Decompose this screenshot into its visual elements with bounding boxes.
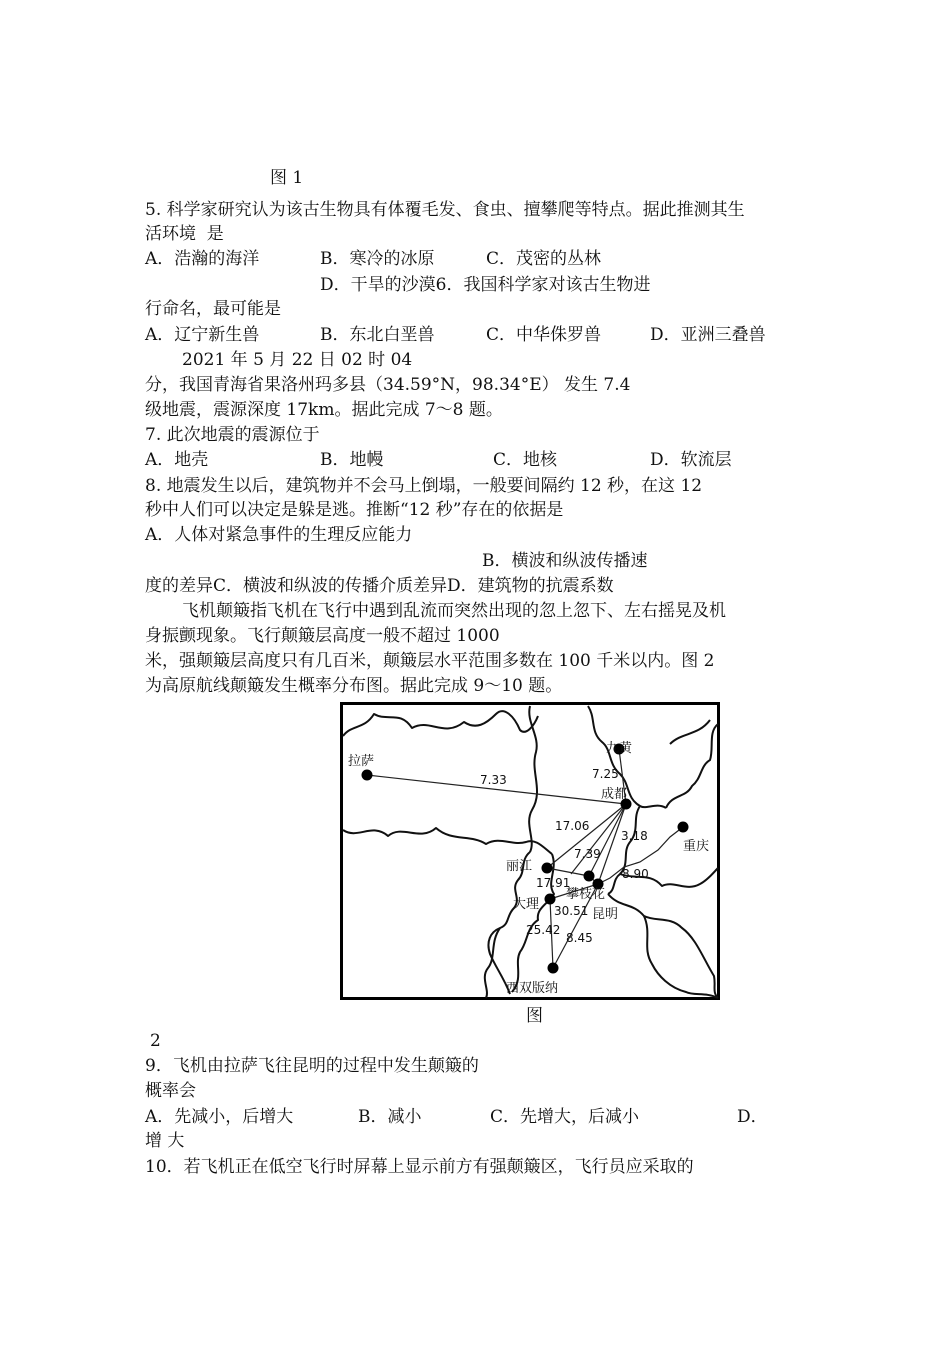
route-value-chengdu-lijiang: 17.06 (555, 819, 590, 833)
q9-stem-line1: 9．飞机由拉萨飞往昆明的过程中发生颠簸的 (145, 1056, 479, 1076)
city-label-lasa: 拉萨 (348, 754, 375, 769)
city-label-jiuhuang: 九黄 (606, 741, 633, 756)
q10-stem-line1: 10．若飞机正在低空飞行时屏幕上显示前方有强颠簸区，飞行员应采取的 (145, 1157, 694, 1177)
city-label-dali: 大理 (513, 897, 540, 912)
paragraph-line4: 为高原航线颠簸发生概率分布图。据此完成 9～10 题。 (145, 676, 563, 696)
q6-option-c: C．中华侏罗兽 (486, 325, 602, 345)
city-label-panzhihua: 攀枝花 (566, 887, 606, 902)
q5-option-a: A．浩瀚的海洋 (145, 249, 260, 269)
city-dot-xishuangbanna (548, 963, 559, 974)
city-label-kunming: 昆明 (592, 907, 619, 922)
q6-option-a: A．辽宁新生兽 (145, 325, 260, 345)
city-label-chongqing: 重庆 (683, 839, 710, 854)
q5-option-c: C．茂密的丛林 (486, 249, 602, 269)
route-value-kunming-xishuangbanna: 8.45 (566, 931, 593, 945)
q7-option-c: C．地核 (493, 450, 558, 470)
city-dot-chongqing (678, 822, 689, 833)
q8-stem-line2: 秒中人们可以决定是躲是逃。推断“12 秒”存在的依据是 (145, 500, 564, 520)
turbulence-route-map (340, 702, 720, 1000)
route-value-dali-xishuangbanna: 25.42 (526, 923, 561, 937)
q8-option-b: B．横波和纵波传播速 (482, 551, 648, 571)
q7-option-a: A．地壳 (145, 450, 209, 470)
q9-option-c: C．先增大，后减小 (490, 1107, 640, 1127)
city-dot-lasa (362, 770, 373, 781)
quake-line1: 2021 年 5 月 22 日 02 时 04 (182, 350, 413, 370)
q6-option-b: B．东北白垩兽 (320, 325, 435, 345)
fig2-caption: 图 (526, 1006, 543, 1026)
route-value-chengdu-kunming: 7.39 (574, 847, 601, 861)
paragraph-line1: 飞机颠簸指飞机在飞行中遇到乱流而突然出现的忽上忽下、左右摇晃及机 (182, 601, 726, 621)
q7-option-b: B．地幔 (320, 450, 384, 470)
route-value-jiuhuang-chengdu: 7.25 (592, 767, 619, 781)
q5-option-b: B．寒冷的冰原 (320, 249, 435, 269)
q8-option-a: A．人体对紧急事件的生理反应能力 (145, 525, 413, 545)
route-value-lasa-chengdu: 7.33 (480, 773, 507, 787)
city-label-chengdu: 成都 (601, 787, 628, 802)
route-value-chengdu-panzhihua: 3.18 (621, 829, 648, 843)
q9-option-a: A．先减小，后增大 (145, 1107, 294, 1127)
paragraph-line3: 米，强颠簸层高度只有几百米，颠簸层水平范围多数在 100 千米以内。图 2 (145, 651, 715, 671)
q7-stem: 7. 此次地震的震源位于 (145, 425, 320, 445)
city-dot-panzhihua (584, 871, 595, 882)
city-dot-lijiang (542, 863, 553, 874)
q9-option-b: B．减小 (358, 1107, 422, 1127)
fig1-caption: 图 1 (270, 168, 304, 188)
city-dot-dali (545, 894, 556, 905)
q5-stem-line2: 活环境 是 (145, 224, 224, 244)
q9-option-d-text: 增 大 (145, 1131, 185, 1151)
quake-line3: 级地震，震源深度 17km。据此完成 7～8 题。 (145, 400, 503, 420)
fig2-caption-number: 2 (150, 1031, 161, 1051)
route-value-chongqing-kunming: 8.90 (622, 867, 649, 881)
q5-stem-line1: 5. 科学家研究认为该古生物具有体覆毛发、食虫、擅攀爬等特点。据此推测其生 (145, 200, 745, 220)
q5-option-d-and-q6: D．干旱的沙漠6．我国科学家对该古生物进 (320, 275, 651, 295)
q7-option-d: D．软流层 (650, 450, 732, 470)
city-label-xishuangbanna: 西双版纳 (506, 981, 559, 996)
quake-line2: 分，我国青海省果洛州玛多县（34.59°N，98.34°E） 发生 7.4 (145, 375, 631, 395)
city-label-lijiang: 丽江 (506, 859, 533, 874)
q8-stem-line1: 8. 地震发生以后，建筑物并不会马上倒塌，一般要间隔约 12 秒，在这 12 (145, 476, 703, 496)
q9-stem-line2: 概率会 (145, 1081, 196, 1101)
q6-option-d: D．亚洲三叠兽 (650, 325, 766, 345)
q6-stem: 行命名，最可能是 (145, 299, 281, 319)
route-value-dali-kunming: 30.51 (554, 904, 589, 918)
route-value-lijiang-panzhihua: 17.91 (536, 876, 571, 890)
q9-option-d-letter: D． (737, 1107, 768, 1127)
q8-options-cd: 度的差异C．横波和纵波的传播介质差异D．建筑物的抗震系数 (145, 576, 614, 596)
paragraph-line2: 身振颤现象。飞行颠簸层高度一般不超过 1000 (145, 626, 500, 646)
